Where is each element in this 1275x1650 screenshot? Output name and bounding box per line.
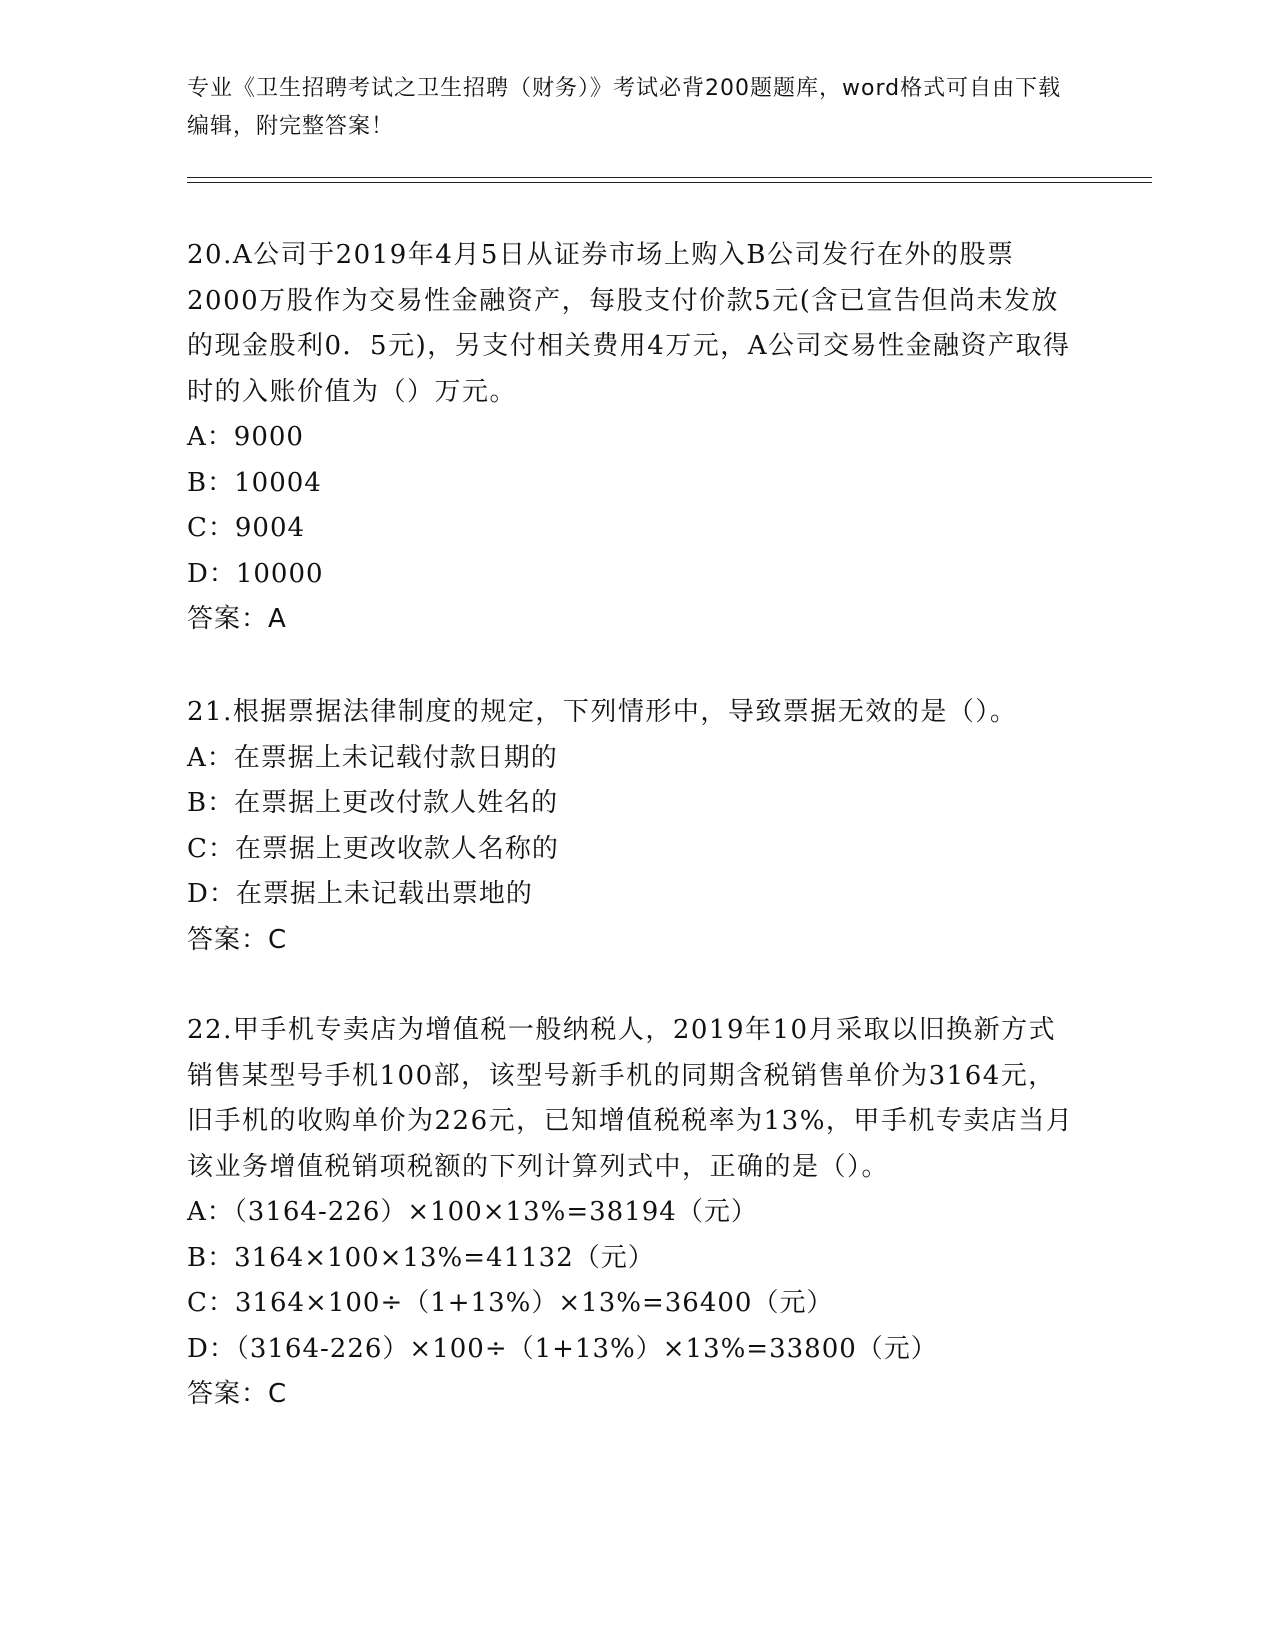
option-a: A：在票据上未记载付款日期的: [187, 742, 558, 773]
answer-line: 答案：C: [187, 1379, 288, 1409]
header-divider-bottom: [187, 182, 1152, 183]
question-stem: 21.根据票据法律制度的规定，下列情形中，导致票据无效的是（）。: [187, 697, 1018, 727]
option-b: B：10004: [187, 467, 322, 498]
answer-line: 答案：A: [187, 604, 287, 634]
option-a: A：9000: [187, 422, 304, 452]
option-c: C：在票据上更改收款人名称的: [187, 833, 559, 864]
question-stem: 22.甲手机专卖店为增值税一般纳税人，2019年10月采取以旧换新方式销售某型号手机100部，该型号新手机的同期含税销售单价为3164元，旧手机的收购单价为226元，已知增值税税率为13%，甲手机专卖店当月该业务增值税销项税额的下列计算列式中，正确的是（）。: [187, 1015, 1074, 1182]
option-b: B：在票据上更改付款人姓名的: [187, 788, 559, 818]
question-21: [187, 690, 1077, 963]
option-a: A：（3164-226）×100×13%=38194（元）: [187, 1197, 758, 1227]
answer-line: 答案：C: [187, 924, 288, 955]
option-d: D：（3164-226）×100÷（1+13%）×13%=33800（元）: [187, 1333, 938, 1364]
option-d: D：在票据上未记载出票地的: [187, 879, 533, 909]
question-stem: 20.A公司于2019年4月5日从证券市场上购入B公司发行在外的股票2000万股作为交易性金融资产，每股支付价款5元(含已宣告但尚未发放的现金股利0．5元)，另支付相关费用4万元，A公司交易性金融资产取得时的入账价值为（）万元。: [187, 240, 1071, 407]
question-22: [187, 1008, 1077, 1418]
option-b: B：3164×100×13%=41132（元）: [187, 1242, 655, 1273]
option-c: C：3164×100÷（1+13%）×13%=36400（元）: [187, 1288, 834, 1318]
option-d: D：10000: [187, 558, 324, 589]
document-header: 专业《卫生招聘考试之卫生招聘（财务）》考试必背200题题库，word格式可自由下载编辑，附完整答案！: [187, 76, 1062, 139]
option-c: C：9004: [187, 513, 306, 543]
question-20: [187, 233, 1077, 643]
header-divider-top: [187, 177, 1152, 178]
